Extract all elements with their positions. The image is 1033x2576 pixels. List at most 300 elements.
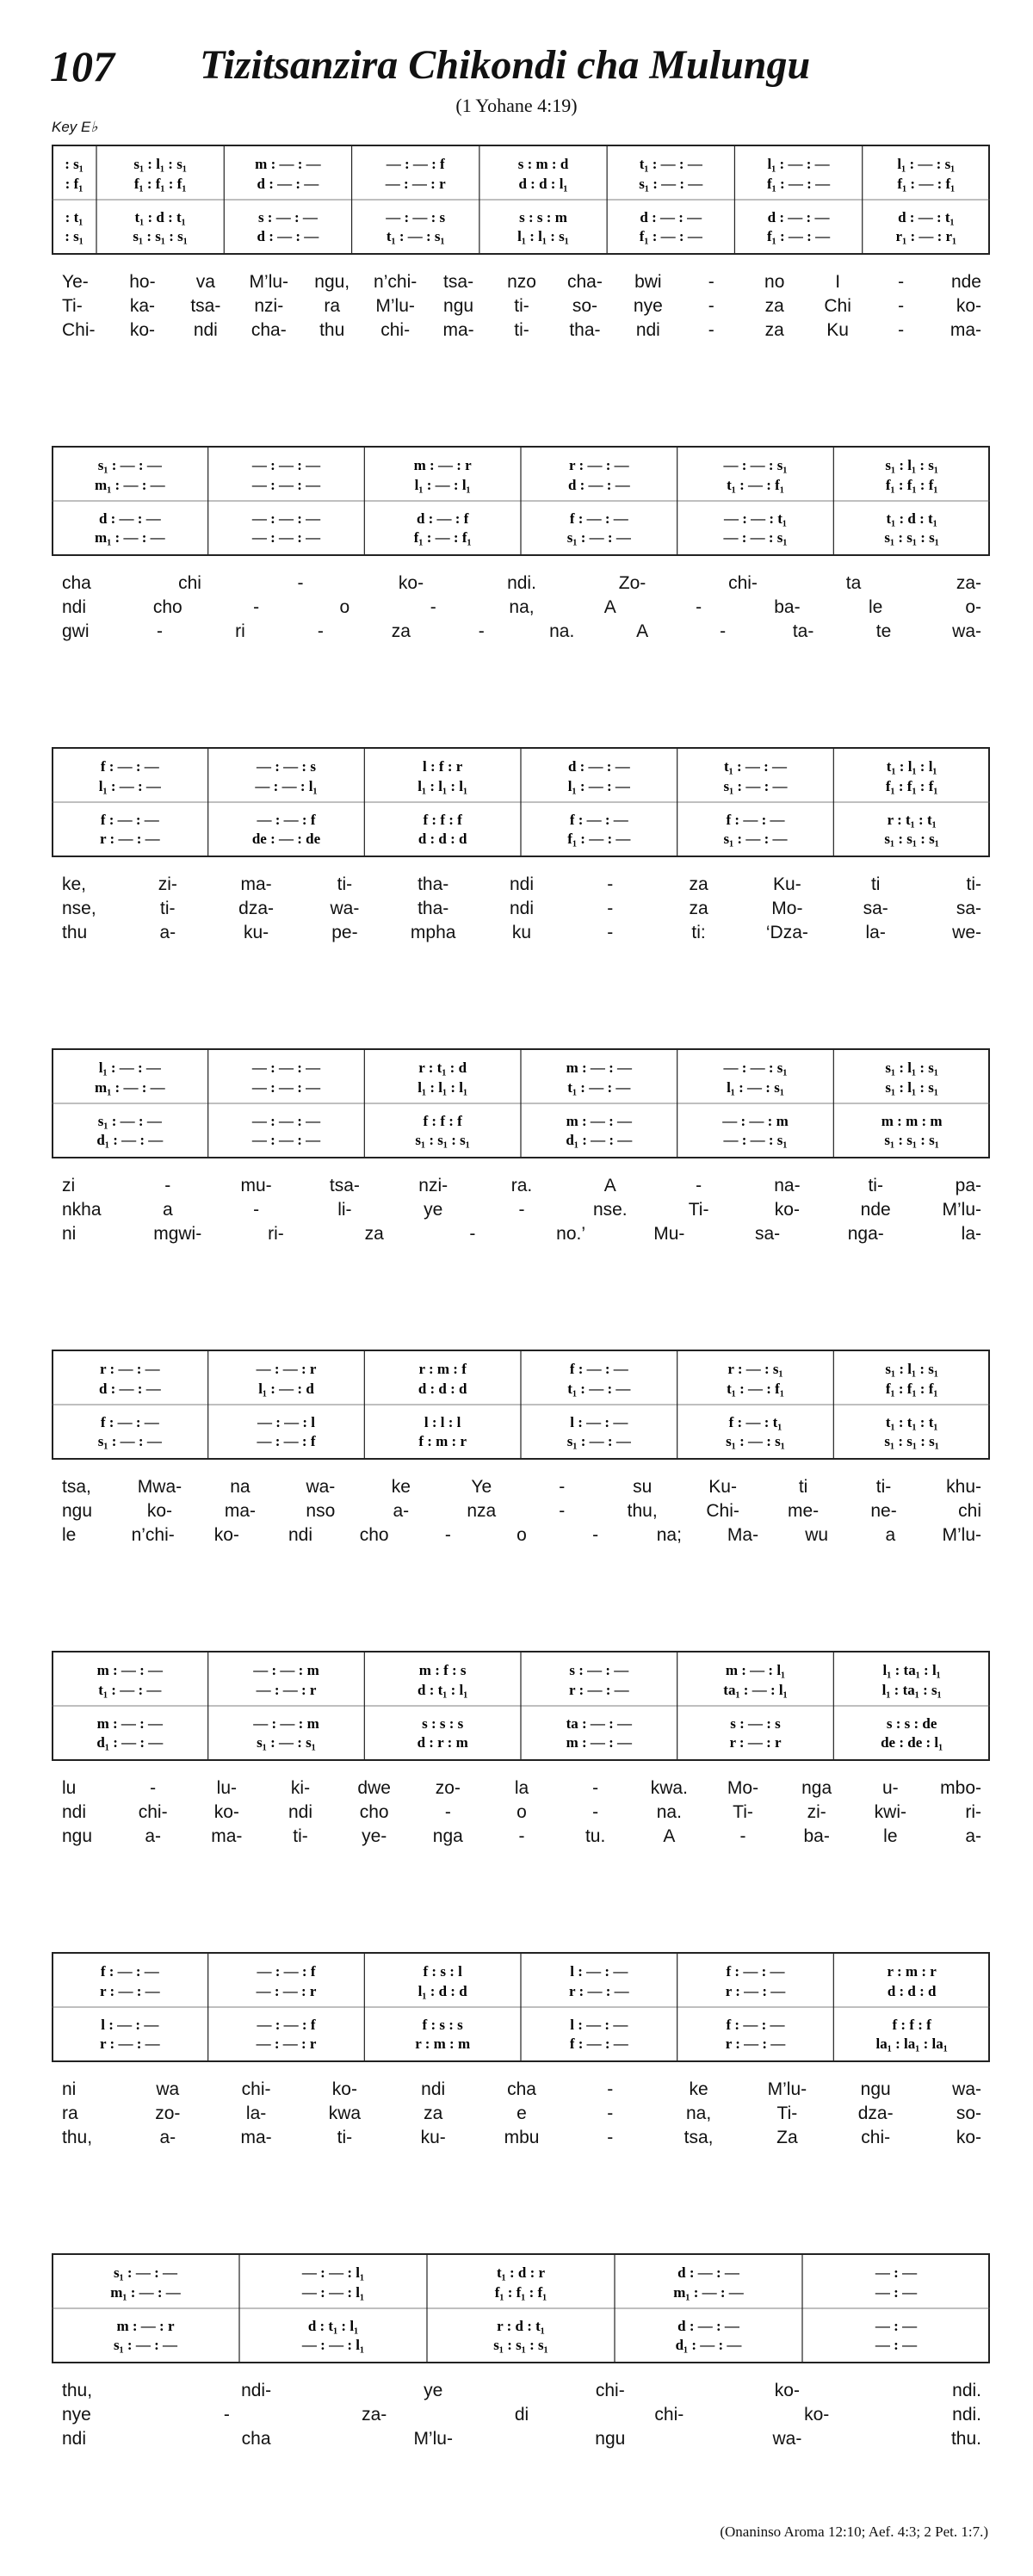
- measure-notes: m₁ : — : —: [673, 2284, 744, 2301]
- lyric-syllable: -: [430, 597, 436, 617]
- lyric-syllable: ko-: [804, 2405, 830, 2425]
- lyric-syllable: ma-: [224, 1501, 256, 1521]
- measure-notes: s₁ : l₁ : s₁: [885, 1361, 938, 1377]
- lyric-syllable: Mo-: [727, 1778, 759, 1798]
- measure-notes: s₁ : — : —: [566, 1433, 631, 1449]
- lyric-syllable: ko-: [774, 1200, 800, 1220]
- lyric-syllable: ndi-: [241, 2381, 272, 2400]
- measure-notes: m : — : r: [413, 457, 472, 473]
- measure-notes: f : — : —: [100, 1963, 159, 1980]
- measure-notes: m₁ : — : —: [95, 529, 165, 546]
- lyric-syllable: za-: [362, 2405, 387, 2425]
- lyric-syllable: di: [514, 2405, 529, 2425]
- lyric-syllable: Ye-: [62, 272, 89, 292]
- measure-notes: t₁ : — : f₁: [727, 477, 784, 493]
- measure-notes: r : m : m: [415, 2035, 471, 2052]
- lyric-syllable: mu-: [240, 1176, 272, 1195]
- measure-notes: d : t₁ : l₁: [417, 1682, 468, 1698]
- lyric-syllable: thu: [319, 320, 345, 340]
- lyric-syllable: thu,: [62, 2381, 93, 2400]
- measure-notes: s₁ : — : —: [97, 1113, 162, 1129]
- measure-notes: d : d : l₁: [518, 176, 568, 192]
- lyric-syllable: -: [559, 1477, 566, 1497]
- measure-notes: t₁ : — : —: [723, 758, 788, 775]
- lyric-syllable: la-: [245, 2103, 267, 2123]
- lyric-syllable: wa: [156, 2079, 180, 2099]
- lyric-syllable: -: [696, 1176, 702, 1195]
- lyric-syllable: Chi: [824, 296, 851, 316]
- lyric-syllable: a-: [159, 2128, 176, 2147]
- lyric-syllable: -: [592, 1525, 599, 1545]
- lyric-syllable: thu,: [62, 2128, 93, 2147]
- measure-notes: — : — : l₁: [301, 2337, 365, 2353]
- lyric-syllable: wa-: [306, 1477, 336, 1497]
- measure-notes: r : — : —: [100, 1983, 160, 1999]
- lyric-syllable: bwi: [634, 272, 662, 292]
- lyric-syllable: a: [162, 1200, 173, 1220]
- measure-notes: — : — : m: [253, 1662, 319, 1678]
- measure-notes: s₁ : — : —: [723, 778, 788, 794]
- measure-notes: r : m : r: [887, 1963, 937, 1980]
- measure-notes: — : — : l₁: [301, 2284, 365, 2301]
- measure-notes: — : — : —: [251, 1079, 321, 1096]
- measure-notes: t₁ : d : t₁: [134, 209, 186, 225]
- measure-notes: — : — : l: [257, 1414, 316, 1430]
- lyric-syllable: tu.: [585, 1826, 606, 1846]
- measure-notes: f : m : r: [418, 1433, 467, 1449]
- lyric-syllable: nzo: [507, 272, 536, 292]
- lyric-syllable: chi-: [861, 2128, 891, 2147]
- lyric-syllable: ko-: [956, 2128, 981, 2147]
- measure-notes: m : — : l₁: [725, 1662, 786, 1678]
- lyric-syllable: Zo-: [618, 573, 646, 593]
- measure-notes: — : — : —: [251, 510, 321, 527]
- lyric-verse-3: [52, 2128, 990, 2152]
- lyric-syllable: Ti-: [688, 1200, 709, 1220]
- lyric-syllable: ngu: [62, 1501, 93, 1521]
- lyric-syllable: la-: [961, 1224, 981, 1244]
- hymn-number: 107: [50, 42, 114, 90]
- measure-notes: m : — : r: [116, 2318, 175, 2334]
- measure-notes: l₁ : l₁ : l₁: [418, 1079, 468, 1096]
- measure-notes: — : — : r: [256, 1983, 317, 1999]
- lyric-syllable: na: [230, 1477, 251, 1497]
- measure-notes: d : d : d: [418, 831, 467, 847]
- lyric-syllable: ri-: [268, 1224, 284, 1244]
- measure-notes: t₁ : — : —: [567, 1079, 631, 1096]
- measure-notes: : s₁: [65, 228, 84, 244]
- footer-references: (Onaninso Aroma 12:10; Aef. 4:3; 2 Pet. 1:7.): [720, 2523, 988, 2540]
- measure-notes: f₁ : — : f₁: [413, 529, 472, 546]
- lyric-syllable: na-: [774, 1176, 801, 1195]
- lyric-syllable: za: [689, 874, 708, 894]
- measure-notes: d₁ : — : —: [675, 2337, 742, 2353]
- scripture-reference: (1 Yohane 4:19): [455, 95, 578, 116]
- lyric-syllable: ni: [62, 2079, 77, 2099]
- lyric-syllable: me-: [787, 1501, 820, 1521]
- measure-notes: — : — : r: [256, 1682, 317, 1698]
- lyric-syllable: za: [764, 320, 784, 340]
- lyric-syllable: -: [607, 2103, 614, 2123]
- measure-notes: d : — : —: [567, 758, 630, 775]
- lyric-syllable: cha-: [566, 272, 603, 292]
- measure-notes: — : — : s: [257, 758, 316, 775]
- measure-notes: s₁ : s₁ : s₁: [884, 1433, 939, 1449]
- measure-notes: r : t₁ : d: [418, 1059, 467, 1076]
- lyric-syllable: Ti-: [733, 1802, 753, 1822]
- lyric-syllable: ta-: [792, 621, 814, 641]
- measure-notes: f : — : —: [726, 1963, 785, 1980]
- lyric-syllable: A: [636, 621, 649, 641]
- lyric-syllable: ko-: [331, 2079, 357, 2099]
- lyric-syllable: wa-: [952, 2079, 981, 2099]
- lyric-syllable: kwi-: [874, 1802, 906, 1822]
- lyric-syllable: nga: [801, 1778, 832, 1798]
- sol-fa-notation: [52, 2253, 990, 2363]
- lyric-syllable: zi-: [807, 1802, 826, 1822]
- measure-notes: s₁ : — : —: [723, 831, 788, 847]
- lyric-syllable: za-: [956, 573, 981, 593]
- measure-notes: — : — : f: [257, 2017, 316, 2033]
- measure-notes: f₁ : f₁ : f₁: [885, 477, 938, 493]
- measure-notes: — : — : —: [251, 477, 321, 493]
- measure-notes: d : — : t₁: [898, 209, 955, 225]
- lyric-syllable: lu: [62, 1778, 77, 1798]
- lyrics-block: [52, 272, 990, 358]
- lyric-syllable: zi-: [158, 874, 177, 894]
- measure-notes: d₁ : — : —: [566, 1132, 633, 1148]
- lyric-syllable: ri-: [965, 1802, 981, 1822]
- lyric-syllable: ma-: [949, 320, 981, 340]
- lyric-syllable: nde: [860, 1200, 891, 1220]
- measure-notes: s₁ : — : —: [566, 529, 631, 546]
- measure-notes: — : — : s₁: [723, 1132, 788, 1148]
- lyric-syllable: le: [62, 1525, 77, 1545]
- lyric-syllable: la-: [865, 923, 886, 942]
- lyric-syllable: Ma-: [727, 1525, 759, 1545]
- lyric-syllable: no.’: [556, 1224, 586, 1244]
- lyric-syllable: le: [869, 597, 883, 617]
- measure-notes: — : — : t₁: [723, 510, 788, 527]
- lyric-syllable: gwi: [62, 621, 90, 641]
- measure-notes: m : — : —: [96, 1662, 164, 1678]
- lyric-syllable: nzi-: [254, 296, 284, 316]
- lyrics-block: [52, 1778, 990, 1864]
- lyric-syllable: thu.: [950, 2429, 981, 2449]
- measure-notes: l : l : l: [424, 1414, 461, 1430]
- lyric-syllable: ndi: [509, 899, 535, 918]
- measure-notes: l₁ : l₁ : s₁: [517, 228, 569, 244]
- lyric-syllable: M’lu-: [413, 2429, 453, 2449]
- measure-notes: la₁ : la₁ : la₁: [875, 2035, 948, 2052]
- measure-notes: ta : — : —: [566, 1715, 633, 1732]
- measure-notes: t₁ : — : f₁: [727, 1381, 784, 1397]
- lyric-syllable: nye: [633, 296, 663, 316]
- measure-notes: l₁ : ta₁ : l₁: [882, 1662, 941, 1678]
- lyric-syllable: tsa-: [443, 272, 474, 292]
- sol-fa-notation: [52, 145, 990, 255]
- lyric-syllable: ho-: [129, 272, 156, 292]
- lyric-syllable: -: [607, 899, 614, 918]
- lyric-syllable: te: [875, 621, 892, 641]
- lyric-syllable: na,: [685, 2103, 712, 2123]
- measure-notes: m : — : —: [96, 1715, 164, 1732]
- lyric-syllable: a-: [145, 1826, 161, 1846]
- lyric-syllable: Za: [776, 2128, 798, 2147]
- lyric-syllable: ‘Dza-: [765, 923, 808, 942]
- measure-notes: d : — : —: [640, 209, 702, 225]
- measure-notes: l₁ : — : d: [258, 1381, 314, 1397]
- lyric-verse-1: [52, 1176, 990, 1200]
- lyric-verse-3: [52, 1826, 990, 1850]
- measure-notes: — : — : f: [257, 1433, 316, 1449]
- lyric-syllable: ko-: [213, 1802, 239, 1822]
- lyric-verse-1: [52, 2079, 990, 2103]
- lyric-syllable: ngu,: [314, 272, 350, 292]
- measure-notes: d₁ : — : —: [96, 1734, 164, 1751]
- lyric-syllable: ti-: [293, 1826, 308, 1846]
- lyric-syllable: ku: [511, 923, 532, 942]
- lyric-syllable: za: [764, 296, 784, 316]
- lyric-syllable: -: [253, 597, 260, 617]
- lyric-syllable: no: [764, 272, 785, 292]
- key-signature-label: Key E♭: [52, 119, 98, 135]
- measure-notes: t₁ : — : s₁: [386, 228, 445, 244]
- lyric-syllable: ne-: [870, 1501, 897, 1521]
- measure-notes: — : — : l₁: [301, 2264, 365, 2281]
- lyric-verse-1: [52, 573, 990, 597]
- lyric-syllable: chi-: [380, 320, 411, 340]
- lyric-syllable: pa-: [955, 1176, 981, 1195]
- lyric-syllable: tsa,: [62, 1477, 91, 1497]
- lyric-syllable: tha-: [569, 320, 601, 340]
- lyric-syllable: e: [516, 2103, 527, 2123]
- measure-notes: r : — : —: [569, 1682, 629, 1698]
- lyric-syllable: o-: [965, 597, 981, 617]
- lyric-syllable: su: [633, 1477, 653, 1497]
- lyric-syllable: -: [720, 621, 727, 641]
- lyric-syllable: cho: [359, 1802, 389, 1822]
- lyric-syllable: ti:: [691, 923, 706, 942]
- lyric-syllable: nse.: [592, 1200, 628, 1220]
- lyric-syllable: na;: [656, 1525, 682, 1545]
- lyric-syllable: ti-: [966, 874, 981, 894]
- lyric-syllable: a-: [965, 1826, 981, 1846]
- lyric-syllable: ku-: [420, 2128, 446, 2147]
- lyric-syllable: ndi: [62, 2429, 87, 2449]
- lyric-syllable: li-: [337, 1200, 352, 1220]
- measure-notes: f : — : t₁: [728, 1414, 782, 1430]
- measure-notes: m : — : —: [566, 1734, 633, 1751]
- measure-notes: m₁ : — : —: [95, 477, 165, 493]
- lyric-syllable: nkha: [62, 1200, 102, 1220]
- lyric-syllable: ti-: [337, 2128, 353, 2147]
- measure-notes: l₁ : — : s₁: [727, 1079, 784, 1096]
- lyric-syllable: ngu: [860, 2079, 891, 2099]
- lyric-syllable: o: [516, 1525, 527, 1545]
- measure-notes: — : — : —: [251, 1132, 321, 1148]
- lyric-syllable: u-: [881, 1778, 899, 1798]
- lyric-syllable: wa-: [330, 899, 360, 918]
- measure-notes: l₁ : ta₁ : s₁: [881, 1682, 942, 1698]
- lyric-syllable: Mwa-: [137, 1477, 182, 1497]
- lyric-syllable: mbu: [504, 2128, 540, 2147]
- measure-notes: m : — : —: [255, 156, 321, 172]
- measure-notes: s₁ : l₁ : s₁: [885, 457, 938, 473]
- lyric-syllable: ti-: [875, 1477, 892, 1497]
- lyric-syllable: ndi: [288, 1802, 313, 1822]
- lyric-syllable: -: [898, 320, 905, 340]
- lyric-syllable: ndi: [62, 1802, 87, 1822]
- lyric-verse-1: [52, 272, 990, 296]
- measure-notes: — : —: [875, 2284, 918, 2301]
- measure-notes: f : s : s: [422, 2017, 463, 2033]
- measure-notes: s₁ : — : —: [639, 176, 703, 192]
- lyric-syllable: -: [739, 1826, 746, 1846]
- measure-notes: r : — : —: [100, 831, 160, 847]
- measure-notes: m : f : s: [418, 1662, 467, 1678]
- lyric-syllable: na,: [509, 597, 535, 617]
- measure-notes: — : — : m: [253, 1715, 319, 1732]
- lyric-syllable: ma-: [211, 1826, 243, 1846]
- lyric-syllable: ngu: [595, 2429, 626, 2449]
- lyric-syllable: nga: [432, 1826, 463, 1846]
- measure-notes: m : — : —: [566, 1059, 633, 1076]
- measure-notes: m : m : m: [881, 1113, 943, 1129]
- measure-notes: f : — : —: [569, 510, 628, 527]
- measure-notes: r : t₁ : t₁: [887, 812, 937, 828]
- lyric-syllable: cho: [359, 1525, 389, 1545]
- measure-notes: f₁ : f₁ : f₁: [885, 1381, 938, 1397]
- measure-notes: f : — : —: [569, 1361, 628, 1377]
- lyric-syllable: Ku-: [773, 874, 801, 894]
- lyric-syllable: -: [708, 272, 714, 292]
- lyric-syllable: tsa-: [190, 296, 221, 316]
- measure-notes: : t₁: [65, 209, 84, 225]
- lyric-syllable: ndi: [635, 320, 660, 340]
- lyric-syllable: ndi: [193, 320, 218, 340]
- lyric-verse-2: [52, 296, 990, 320]
- measure-notes: t₁ : d : t₁: [886, 510, 937, 527]
- lyric-syllable: ti-: [514, 296, 529, 316]
- lyric-syllable: ta: [845, 573, 862, 593]
- lyric-syllable: ye: [424, 1200, 443, 1220]
- lyric-syllable: zo-: [435, 1778, 461, 1798]
- lyric-syllable: -: [898, 296, 905, 316]
- lyric-syllable: nso: [306, 1501, 336, 1521]
- sol-fa-notation: [52, 1952, 990, 2062]
- lyric-syllable: chi-: [138, 1802, 168, 1822]
- measure-notes: — : — : s: [386, 209, 446, 225]
- measure-notes: l₁ : — : —: [767, 156, 830, 172]
- measure-notes: r₁ : — : r₁: [895, 228, 957, 244]
- lyric-syllable: Ku: [826, 320, 849, 340]
- sol-fa-notation: [52, 1048, 990, 1158]
- measure-notes: d : — : —: [98, 510, 161, 527]
- measure-notes: d : d : d: [418, 1381, 467, 1397]
- measure-notes: f : — : —: [569, 2035, 628, 2052]
- lyric-verse-2: [52, 1802, 990, 1826]
- measure-notes: f : — : —: [100, 758, 159, 775]
- measure-notes: d : r : m: [417, 1734, 468, 1751]
- measure-notes: ta₁ : — : l₁: [723, 1682, 788, 1698]
- lyric-syllable: ko-: [213, 1525, 239, 1545]
- measure-notes: : f₁: [65, 176, 84, 192]
- measure-notes: r : — : —: [569, 1983, 629, 1999]
- lyric-syllable: dza-: [857, 2103, 894, 2123]
- lyric-syllable: A: [663, 1826, 676, 1846]
- sol-fa-notation: [52, 1651, 990, 1761]
- measure-notes: : s₁: [65, 156, 84, 172]
- lyric-syllable: -: [478, 621, 485, 641]
- measure-notes: l₁ : l₁ : l₁: [418, 778, 468, 794]
- lyric-verse-3: [52, 1224, 990, 1248]
- lyric-syllable: cha-: [251, 320, 287, 340]
- lyric-syllable: sa-: [754, 1224, 781, 1244]
- measure-notes: — : — : s₁: [723, 457, 788, 473]
- measure-notes: t₁ : l₁ : l₁: [886, 758, 937, 775]
- measure-notes: r : — : r: [729, 1734, 782, 1751]
- lyric-syllable: -: [708, 320, 714, 340]
- sol-fa-notation: [52, 747, 990, 857]
- measure-notes: s₁ : — : s₁: [726, 1433, 785, 1449]
- lyric-syllable: M’lu-: [767, 2079, 807, 2099]
- lyric-syllable: wu: [805, 1525, 829, 1545]
- lyric-syllable: kwa.: [650, 1778, 688, 1798]
- measure-notes: f₁ : — : —: [767, 176, 831, 192]
- hymn-title: Tizitsanzira Chikondi cha Mulungu: [200, 42, 811, 88]
- lyrics-block: [52, 2381, 990, 2467]
- measure-notes: r : — : —: [725, 1983, 786, 1999]
- sol-fa-notation: [52, 446, 990, 556]
- lyric-syllable: mgwi-: [153, 1224, 202, 1244]
- measure-notes: s₁ : — : —: [113, 2264, 178, 2281]
- measure-notes: — : — : r: [256, 1361, 317, 1377]
- measure-notes: d : — : —: [567, 477, 630, 493]
- measure-notes: s₁ : — : —: [113, 2337, 178, 2353]
- lyric-syllable: pe-: [331, 923, 358, 942]
- lyric-syllable: -: [317, 621, 324, 641]
- measure-notes: — : —: [875, 2318, 918, 2334]
- lyric-syllable: zi: [62, 1176, 76, 1195]
- measure-notes: — : — : f: [257, 1963, 316, 1980]
- lyric-verse-1: [52, 2381, 990, 2405]
- measure-notes: d : d : d: [887, 1983, 937, 1999]
- measure-notes: — : — : m: [722, 1113, 789, 1129]
- lyric-syllable: -: [444, 1525, 451, 1545]
- lyric-syllable: la: [514, 1778, 529, 1798]
- lyric-syllable: ko-: [146, 1501, 173, 1521]
- measure-notes: f₁ : f₁ : f₁: [133, 176, 187, 192]
- lyric-syllable: ko-: [129, 320, 156, 340]
- measure-notes: — : — : —: [251, 1059, 321, 1076]
- measure-notes: r : — : —: [725, 2035, 786, 2052]
- lyric-syllable: Ye: [471, 1477, 492, 1497]
- lyric-syllable: M’lu-: [942, 1525, 981, 1545]
- measure-notes: f : — : —: [569, 812, 628, 828]
- lyric-syllable: ba-: [774, 597, 801, 617]
- measure-notes: m₁ : — : —: [95, 1079, 165, 1096]
- measure-notes: s : s : s: [422, 1715, 464, 1732]
- lyric-syllable: ye-: [362, 1826, 387, 1846]
- lyric-syllable: thu: [62, 923, 88, 942]
- lyric-syllable: dza-: [238, 899, 275, 918]
- lyric-syllable: -: [898, 272, 905, 292]
- lyric-syllable: za: [424, 2103, 443, 2123]
- lyric-syllable: Mo-: [771, 899, 803, 918]
- lyric-syllable: nde: [950, 272, 981, 292]
- lyric-syllable: M’lu-: [375, 296, 415, 316]
